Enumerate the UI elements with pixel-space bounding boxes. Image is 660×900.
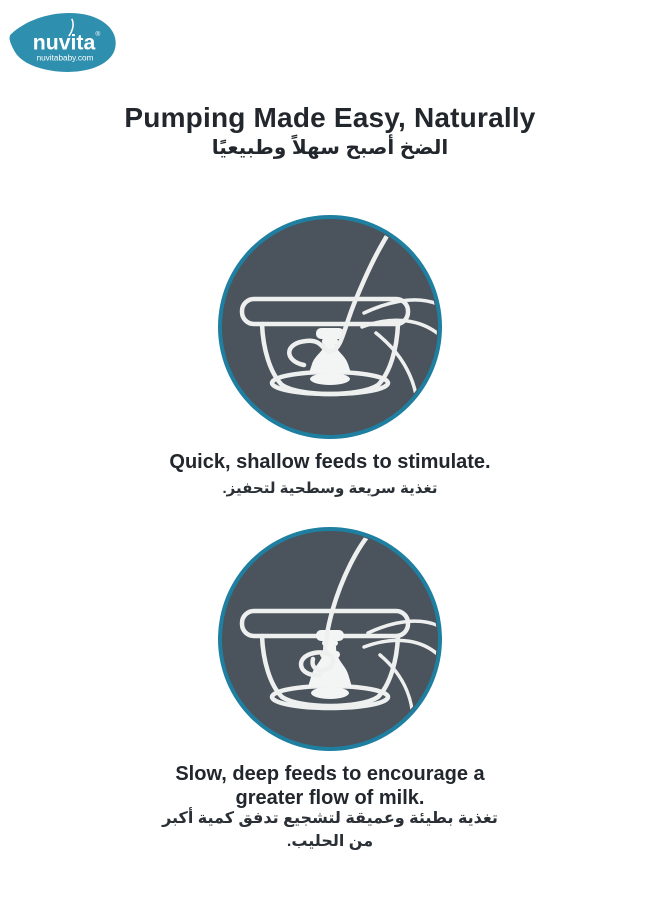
circle-background: [222, 219, 438, 435]
page-subtitle-arabic: الضخ أصبح سهلاً وطبيعيًا: [211, 137, 449, 159]
caption-quick-english: [0, 450, 660, 474]
logo-domain: nuvitababy.com: [36, 53, 94, 63]
caption-slow-english: [0, 762, 660, 810]
logo-wordmark: nuvita: [32, 30, 96, 55]
nuvita-logo: [8, 10, 122, 74]
deep-pump-illustration: [218, 527, 442, 751]
shallow-pump-illustration: [218, 215, 442, 439]
logo-registered-mark: ®: [95, 31, 101, 39]
caption-quick-arabic: [0, 477, 660, 500]
caption-text: تغذية سريعة وسطحية لتحفيز.: [222, 480, 438, 497]
caption-text: تغذية بطيئة وعميقة لتشجيع تدفق كمية أكبر من الحليب.: [162, 810, 498, 850]
caption-slow-arabic: [0, 807, 660, 853]
page-title: Pumping Made Easy, Naturally: [124, 102, 536, 133]
caption-text: Quick, shallow feeds to stimulate.: [169, 451, 491, 473]
caption-text: Slow, deep feeds to encourage a greater flow of milk.: [175, 763, 485, 809]
